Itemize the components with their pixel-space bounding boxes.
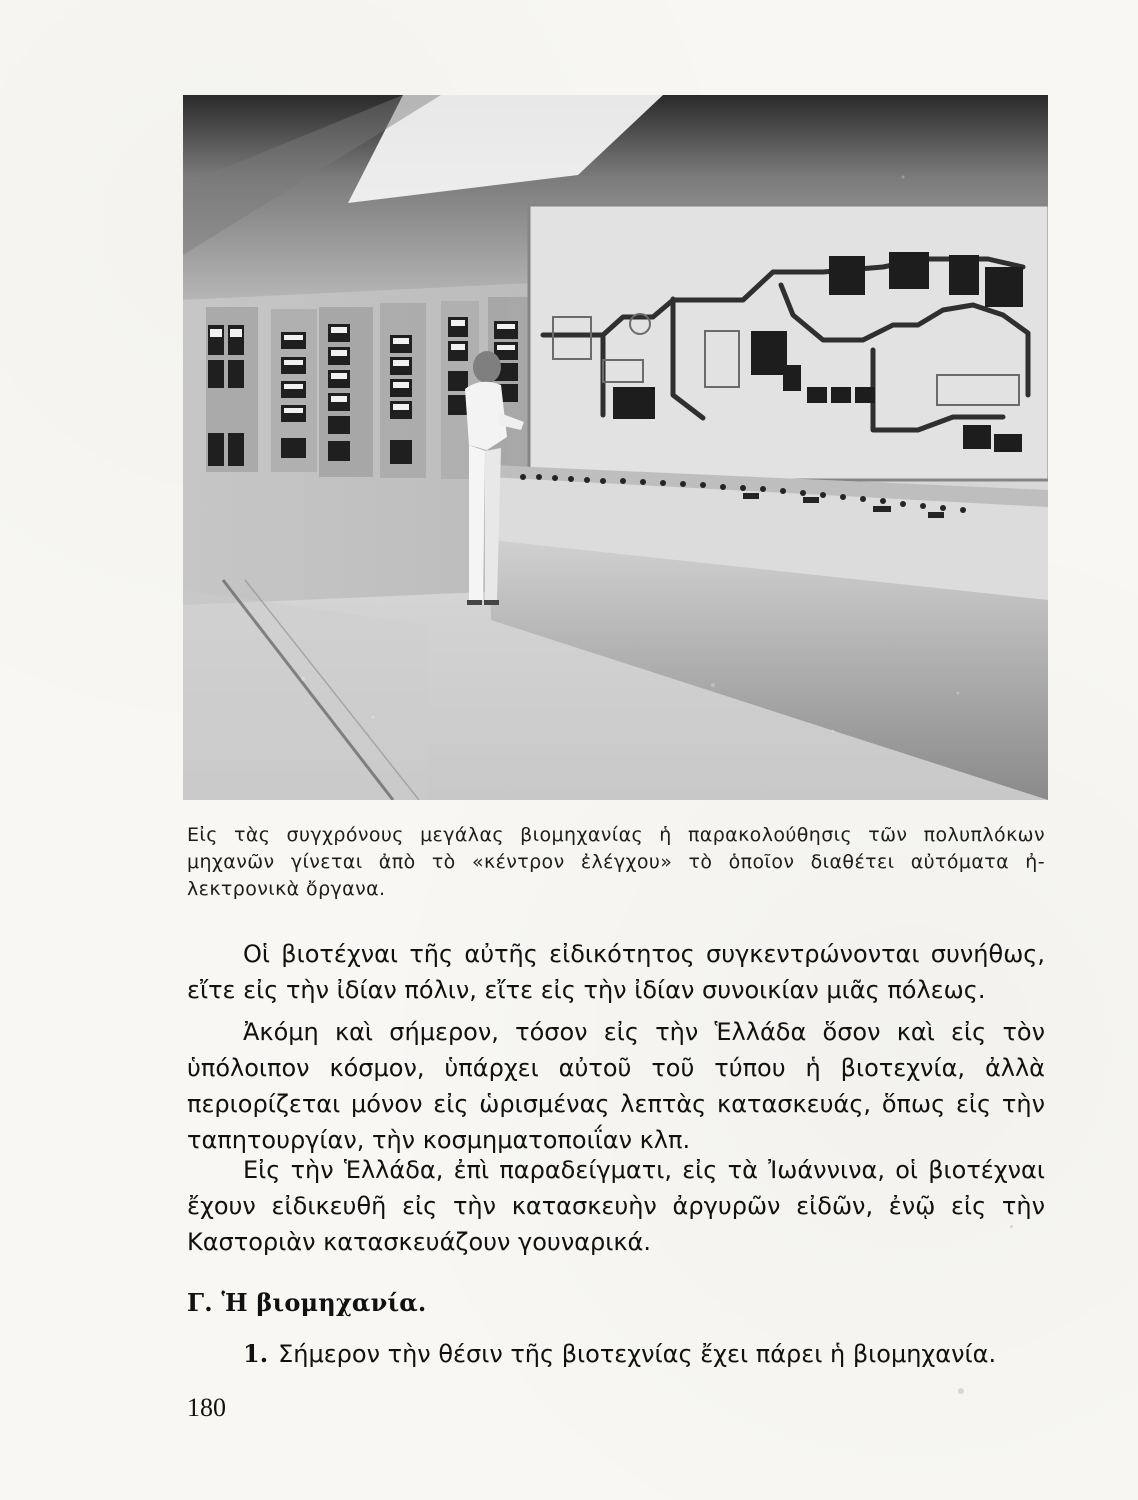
paragraph-3-text: Εἰς τὴν Ἑλλάδα, ἐπὶ παραδείγματι, εἰς τὰ Ἰωάννινα, οἱ βιοτέχναι ἔχουν εἰδικευθῆ εἰς τὴν κατασκευὴν ἀργυρῶν εἰδῶν, ἐνῷ εἰς τὴν Καστοριὰν κατασκευάζουν γουναρικά.	[187, 1156, 1045, 1256]
page-number: 180	[187, 1393, 226, 1422]
paragraph-1-text: Οἱ βιοτέχναι τῆς αὐτῆς εἰδικότητος συγκεντρώνονται συνήθως, εἴτε εἰς τὴν ἰδίαν πόλιν, εἴτε εἰς τὴν ἰδίαν συνοικίαν μιᾶς πόλεως.	[187, 940, 1045, 1004]
paragraph-2	[187, 1014, 1045, 1158]
item-text: Σήμερον τὴν θέσιν τῆς βιοτεχνίας ἔχει πάρει ἡ βιομηχανία.	[278, 1340, 997, 1368]
paper-speck	[958, 1388, 964, 1394]
numbered-paragraph	[243, 1336, 1045, 1372]
control-room-photo	[183, 95, 1048, 800]
control-room-illustration	[183, 95, 1048, 800]
paragraph-2-text: Ἀκόμη καὶ σήμερον, τόσον εἰς τὴν Ἑλλάδα ὅσον καὶ εἰς τὸν ὑπόλοιπον κόσμον, ὑπάρχει αὐτοῦ τοῦ τύπου ἡ βιοτεχνία, ἀλλὰ περιορίζεται μόνον εἰς ὡρισμένας λεπτὰς κατασκευάς, ὅπως εἰς τὴν ταπητουργίαν, τὴν κοσμηματοποιΐαν κλπ.	[187, 1018, 1045, 1154]
photo-caption: Εἰς τὰς συγχρόνους μεγάλας βιομηχανίας ἡ παρακολούθησις τῶν πολυπλόκων μηχανῶν γίνεται ἀπὸ τὸ «κέντρον ἐλέγχου» τὸ ὁποῖον διαθέτει αὐτόματα ἠ-λεκτρονικὰ ὄργανα.	[187, 824, 1045, 900]
paper-speck	[1010, 1225, 1013, 1228]
section-title: Γ. Ἡ βιομηχανία.	[187, 1288, 427, 1317]
item-number: 1.	[243, 1339, 269, 1368]
paragraph-3	[187, 1152, 1045, 1260]
paragraph-1	[187, 936, 1045, 1008]
